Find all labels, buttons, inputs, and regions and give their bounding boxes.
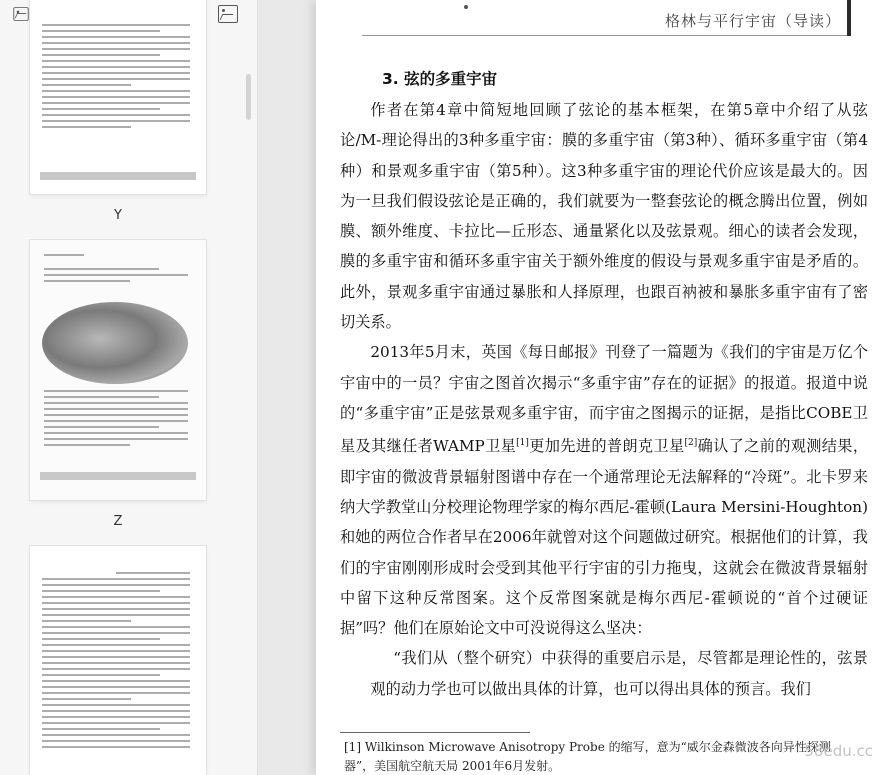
- page-gutter: [258, 0, 316, 775]
- paragraph-2-part-3: 确认了之前的观测结果，即宇宙的微波背景辐射图谱中存在一个通常理论无法解释的“冷斑”。北卡罗来纳大学教堂山分校理论物理学家的梅尔西尼-霍顿(Laura Mersini-Houghton)和她的两位合作者早在2006年就曾对这个问题做过研究。根据他们的计算，我们的宇宙刚刚形成时会受到其他平行宇宙的引力拖曳，这就会在微波背景辐射中留下这种反常图案。这个反常图案就是梅尔西尼-霍顿说的“首个过硬证据”吗？他们在原始论文中可没说得这么坚决：: [340, 437, 869, 638]
- page-thumbnail-next[interactable]: [30, 546, 206, 775]
- page-edge-bar: [847, 0, 851, 36]
- thumbnail-label-z: Z: [113, 514, 123, 529]
- footnote-ref-1[interactable]: [1]: [516, 438, 529, 449]
- sidebar-scrollbar[interactable]: [246, 74, 251, 120]
- header-rule: [362, 35, 847, 36]
- paragraph-2: [340, 337, 868, 643]
- watermark: 58edu.cc: [804, 742, 873, 760]
- footnote-rule: [340, 732, 530, 733]
- document-page: [316, 0, 887, 775]
- page-thumbnail-z[interactable]: [30, 240, 206, 500]
- thumbnail-sidebar: [0, 0, 258, 775]
- quote-paragraph: “我们从（整个研究）中获得的重要启示是，尽管都是理论性的，弦景观的动力学也可以做出具体的计算，也可以得出具体的预言。我们: [370, 649, 868, 698]
- zoom-in-image-icon[interactable]: [218, 5, 238, 23]
- page-content: [340, 66, 868, 704]
- thumbnail-label-y: Y: [114, 208, 122, 223]
- footnote: [1] Wilkinson Microwave Anisotropy Probe 的缩写，意为“威尔金森微波各向异性探测器”，美国航空航天局 2001年6月发射。: [344, 740, 831, 773]
- section-heading: 3. 弦的多重宇宙: [382, 70, 498, 88]
- cmb-map-thumbnail: [42, 302, 188, 384]
- zoom-out-image-icon[interactable]: [13, 7, 28, 21]
- footnote-ref-2[interactable]: [2]: [684, 438, 698, 449]
- running-header: 格林与平行宇宙（导读）: [664, 12, 841, 30]
- header-dot: [464, 5, 468, 9]
- page-thumbnail-y[interactable]: [30, 0, 206, 194]
- paragraph-2-part-2: 更加先进的普朗克卫星: [528, 437, 685, 456]
- paragraph-1: 作者在第4章中简短地回顾了弦论的基本框架，在第5章中介绍了从弦论/M-理论得出的3种多重宇宙：膜的多重宇宙（第3种）、循环多重宇宙（第4种）和景观多重宇宙（第5种）。这3种多重宇宙的理论代价应该是最大的。因为一旦我们假设弦论是正确的，我们就要为一整套弦论的概念腾出位置，例如膜、额外维度、卡拉比—丘形态、通量紧化以及弦景观。细心的读者会发现，膜的多重宇宙和循环多重宇宙关于额外维度的假设与景观多重宇宙是矛盾的。此外，景观多重宇宙通过暴胀和人择原理，也跟百衲被和暴胀多重宇宙有了密切关系。: [340, 101, 868, 332]
- paragraph-2-part-1: 2013年5月末，英国《每日邮报》刊登了一篇题为《我们的宇宙是万亿个宇宙中的一员？宇宙之图首次揭示“多重宇宙”存在的证据》的报道。报道中说的“多重宇宙”正是弦景观多重宇宙，而宇宙之图揭示的证据，是指比COBE卫星及其继任者WAMP卫星: [340, 343, 868, 456]
